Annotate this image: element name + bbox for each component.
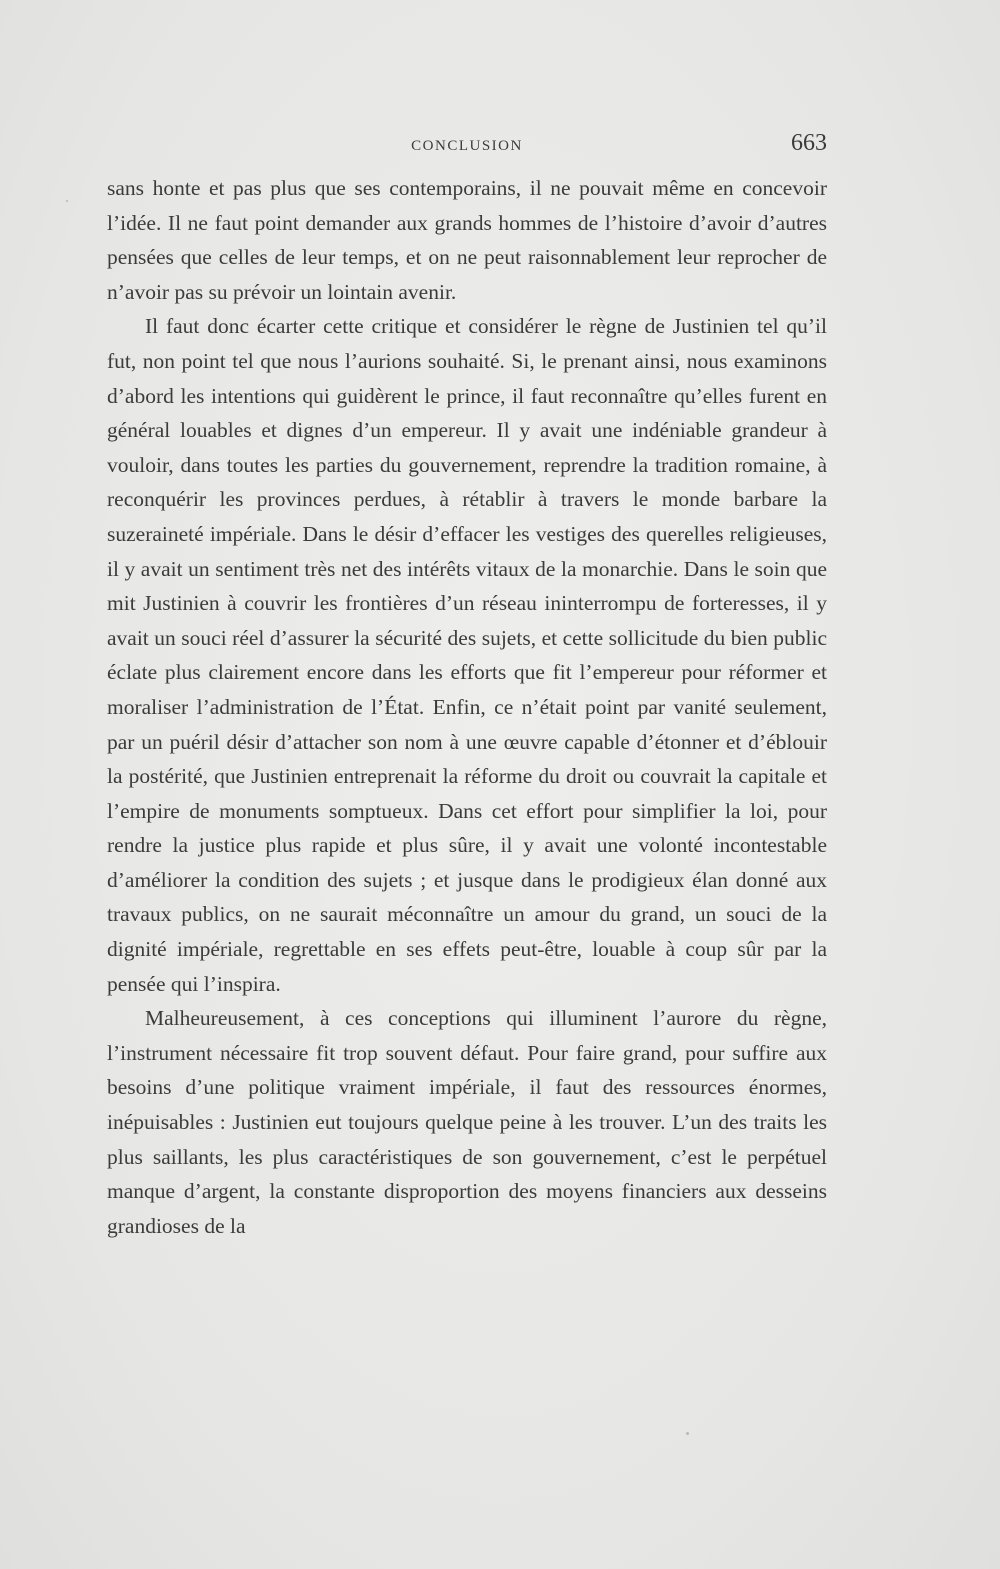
running-head (107, 128, 827, 168)
paragraph-2: Il faut donc écarter cette critique et considérer le règne de Justinien tel qu’il fut, non point tel que nous l’aurions souhaité. Si, le prenant ainsi, nous examinons d’abord les intentions qui guidèrent le prince, il faut reconnaître qu’elles furent en général louables et dignes d’un empereur. Il y avait une indéniable grandeur à vouloir, dans toutes les parties du gouvernement, reprendre la tradition romaine, à reconquérir les provinces perdues, à rétablir à travers le monde barbare la suzeraineté impériale. Dans le désir d’effacer les vestiges des querelles religieuses, il y avait un sentiment très net des intérêts vitaux de la monarchie. Dans le soin que mit Justinien à couvrir les frontières d’un réseau ininterrompu de forteresses, il y avait un souci réel d’assurer la sécurité des sujets, et cette sollicitude du bien public éclate plus clairement encore dans les efforts que fit l’empereur pour réformer et moraliser l’administration de l’État. Enfin, ce n’était point par vanité seulement, par un puéril désir d’attacher son nom à une œuvre capable d’étonner et d’éblouir la postérité, que Justinien entreprenait la réforme du droit ou couvrait la capitale et l’empire de monuments somptueux. Dans cet effort pour simplifier la loi, pour rendre la justice plus rapide et plus sûre, il y avait une volonté incontestable d’améliorer la condition des sujets ; et jusque dans le prodigieux élan donné aux travaux publics, on ne saurait méconnaître un amour du grand, un souci de la dignité impériale, regrettable en ses effets peut-être, louable à coup sûr par la pensée qui l’inspira. (107, 314, 827, 996)
page-number: 663 (791, 130, 827, 156)
paper-speck (66, 200, 68, 202)
running-title: CONCLUSION (411, 138, 523, 154)
paper-speck (686, 1432, 689, 1435)
paragraph-1: sans honte et pas plus que ses contemporains, il ne pouvait même en concevoir l’idée. Il ne faut point demander aux grands hommes de l’histoire d’avoir d’autres pensées que celles de leur temps, et on ne peut raisonnablement leur reprocher de n’avoir pas su prévoir un lointain avenir. (107, 176, 827, 304)
paragraph-3: Malheureusement, à ces conceptions qui illuminent l’aurore du règne, l’instrument nécessaire fit trop souvent défaut. Pour faire grand, pour suffire aux besoins d’une politique vraiment impériale, il faut des ressources énormes, inépuisables : Justinien eut toujours quelque peine à les trouver. L’un des traits les plus saillants, les plus caractéristiques de son gouvernement, c’est le perpétuel manque d’argent, la constante disproportion des moyens financiers aux desseins grandioses de la (107, 1006, 827, 1238)
body-text (107, 171, 827, 1243)
